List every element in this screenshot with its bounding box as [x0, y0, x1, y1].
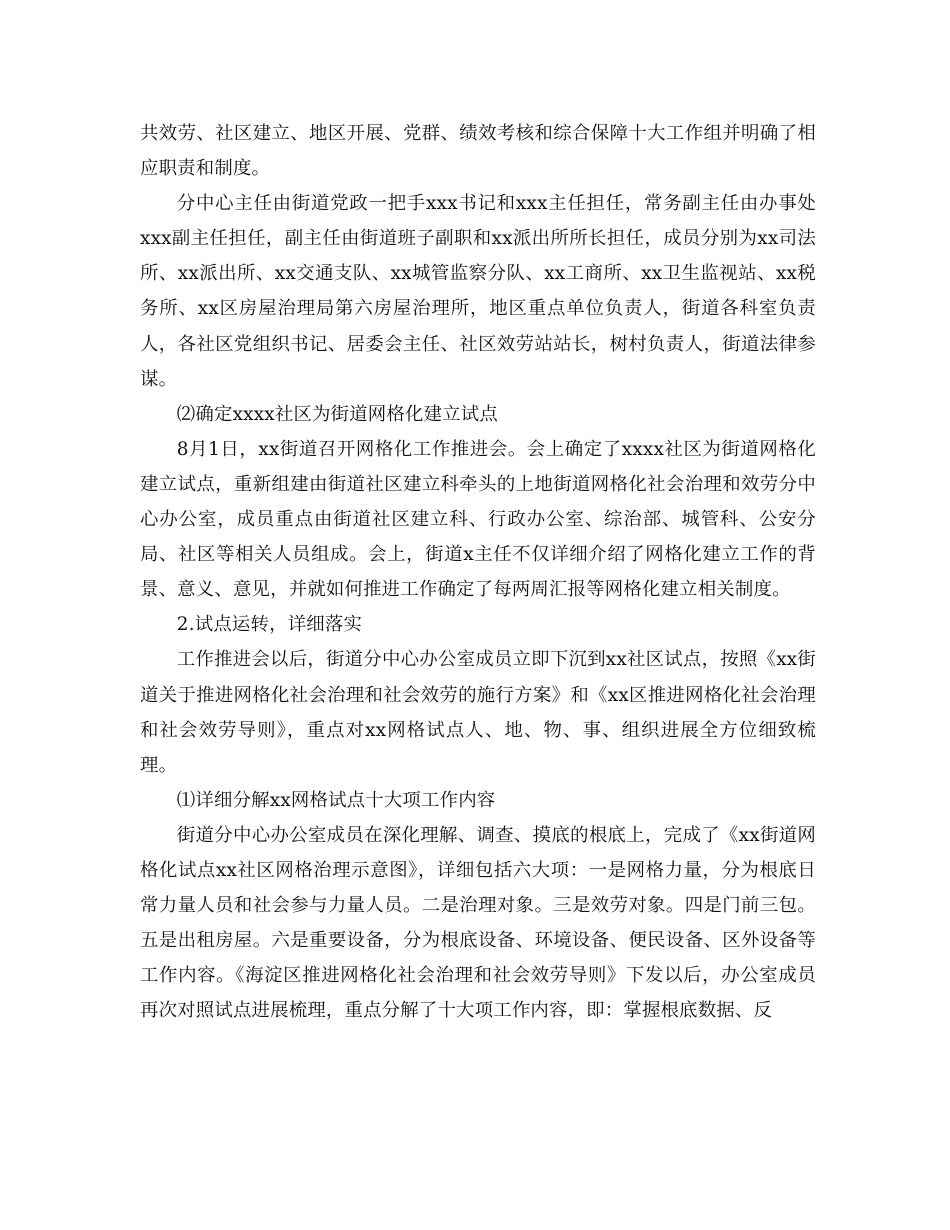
subheading-ten-tasks: ⑴详细分解xx网格试点十大项工作内容 — [176, 789, 496, 811]
subheading-pilot-community: ⑵确定xxxx社区为街道网格化建立试点 — [176, 403, 498, 425]
paragraph-ten-tasks-detail: 街道分中心办公室成员在深化理解、调查、摸底的根底上，完成了《xx街道网格化试点xx社区网格治理示意图》，详细包括六大项：一是网格力量，分为根底日常力量人员和社会参与力量人员。二是治理对象。三是效劳对象。四是门前三包。五是出租房屋。六是重要设备，分为根底设备、环境设备、便民设备、区外设备等工作内容。《海淀区推进网格化社会治理和社会效劳导则》下发以后，办公室成员再次对照试点进展梳理，重点分解了十大项工作内容，即：掌握根底数据、反 — [140, 824, 816, 1022]
document-body — [140, 116, 816, 1028]
paragraph-promotion-meeting: 8月1日，xx街道召开网格化工作推进会。会上确定了xxxx社区为街道网格化建立试点，重新组建由街道社区建立科牵头的上地街道网格化社会治理和效劳分中心办公室，成员重点由街道社区建立科、行政办公室、综治部、城管科、公安分局、社区等相关人员组成。会上，街道x主任不仅详细介绍了网格化建立工作的背景、意义、意见，并就如何推进工作确定了每两周汇报等网格化建立相关制度。 — [140, 438, 816, 601]
section-heading-pilot-operation: 2.试点运转，详细落实 — [176, 614, 363, 636]
paragraph-continuation: 共效劳、社区建立、地区开展、党群、绩效考核和综合保障十大工作组并明确了相应职责和制度。 — [140, 123, 816, 180]
paragraph-center-leadership: 分中心主任由街道党政一把手xxx书记和xxx主任担任，常务副主任由办事处xxx副主任担任，副主任由街道班子副职和xx派出所所长担任，成员分别为xx司法所、xx派出所、xx交通支队、xx城管监察分队、xx工商所、xx卫生监视站、xx税务所、xx区房屋治理局第六房屋治理所，地区重点单位负责人，街道各科室负责人，各社区党组织书记、居委会主任、社区效劳站站长，树村负责人，街道法律参谋。 — [140, 193, 816, 390]
paragraph-pilot-review: 工作推进会以后，街道分中心办公室成员立即下沉到xx社区试点，按照《xx街道关于推进网格化社会治理和社会效劳的施行方案》和《xx区推进网格化社会治理和社会效劳导则》，重点对xx网格试点人、地、物、事、组织进展全方位细致梳理。 — [140, 649, 816, 776]
